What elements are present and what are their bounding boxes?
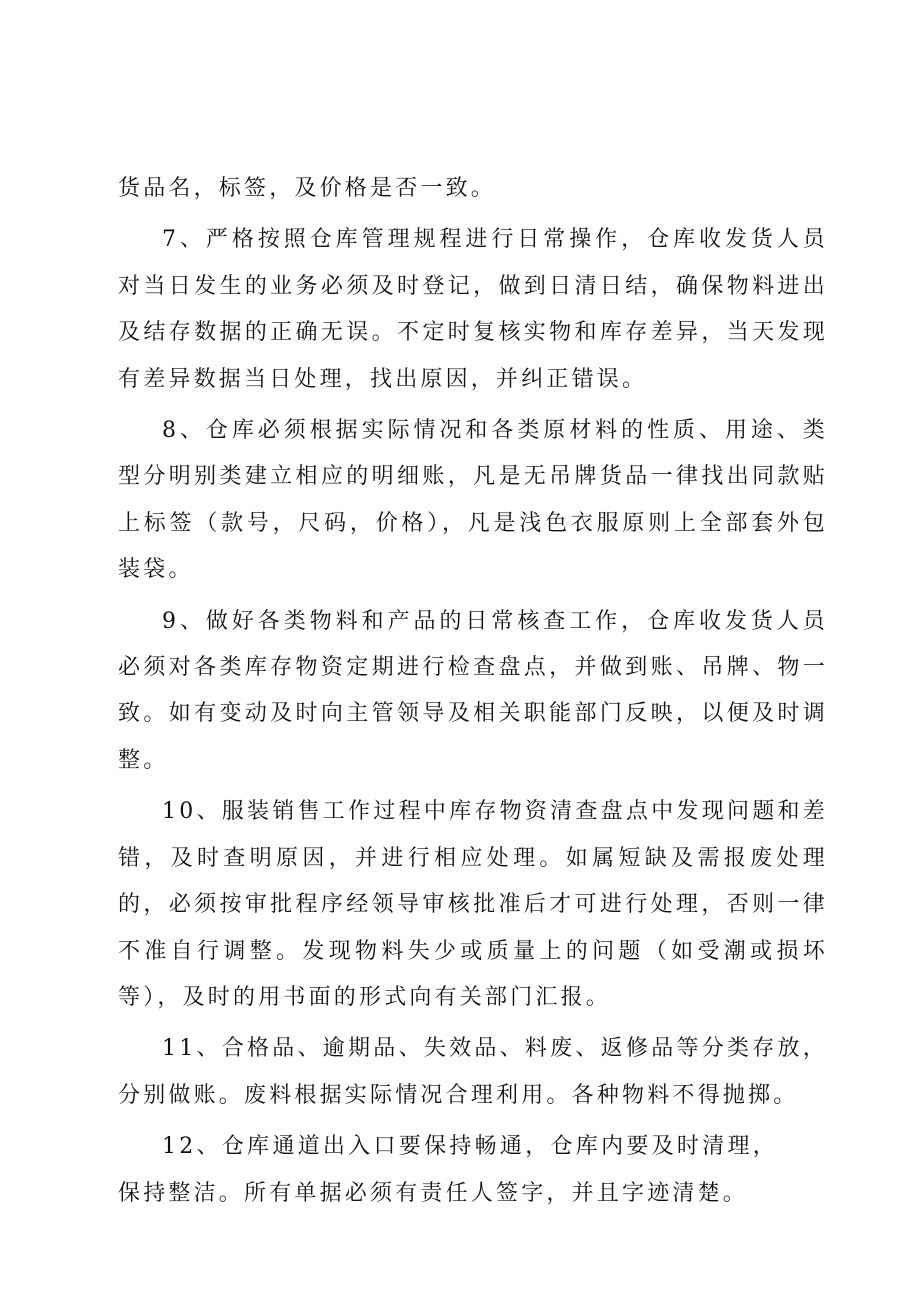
paragraph-item-7: 7、严格按照仓库管理规程进行日常操作，仓库收发货人员对当日发生的业务必须及时登记，做到日清日结，确保物料进出及结存数据的正确无误。不定时复核实物和库存差异，当天发现有差异数据当日处理，找出原因，并纠正错误。	[118, 227, 828, 392]
paragraph-item-11: 11、合格品、逾期品、失效品、料废、返修品等分类存放，分别做账。废料根据实际情况合理利用。各种物料不得抛掷。	[118, 1036, 828, 1108]
paragraph-item-10: 10、服装销售工作过程中库存物资清查盘点中发现问题和差错，及时查明原因，并进行相应处理。如属短缺及需报废处理的，必须按审批程序经领导审核批准后才可进行处理，否则一律不准自行调整。发现物料失少或质量上的问题（如受潮或损坏等），及时的用书面的形式向有关部门汇报。	[118, 799, 828, 1010]
paragraph-item-9: 9、做好各类物料和产品的日常核查工作，仓库收发货人员必须对各类库存物资定期进行检查盘点，并做到账、吊牌、物一致。如有变动及时向主管领导及相关职能部门反映，以便及时调整。	[118, 608, 828, 773]
paragraph-item-12: 12、仓库通道出入口要保持畅通，仓库内要及时清理，保持整洁。所有单据必须有责任人签字，并且字迹清楚。	[118, 1134, 778, 1206]
paragraph-continuation: 货品名，标签，及价格是否一致。	[118, 176, 497, 201]
paragraph-item-8: 8、仓库必须根据实际情况和各类原材料的性质、用途、类型分明别类建立相应的明细账，凡是无吊牌货品一律找出同款贴上标签（款号，尺码，价格），凡是浅色衣服原则上全部套外包装袋。	[118, 418, 828, 583]
document-body	[118, 166, 828, 1222]
